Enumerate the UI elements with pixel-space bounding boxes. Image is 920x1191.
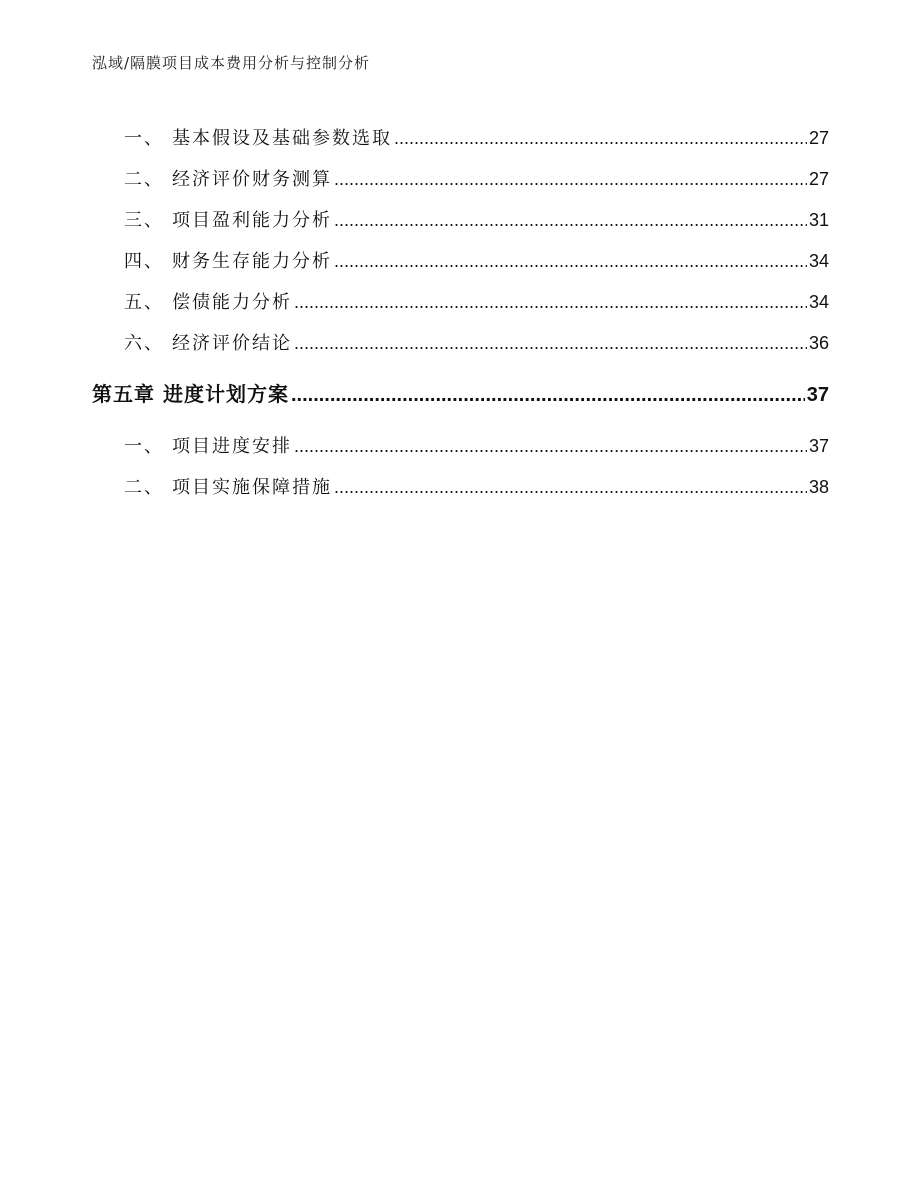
- toc-entry-title: 偿债能力分析: [172, 292, 292, 313]
- toc-leader-dots: [294, 333, 807, 354]
- toc-entry-title: 经济评价财务测算: [172, 169, 332, 190]
- toc-leader-dots: [291, 384, 805, 407]
- toc-leader-dots: [334, 477, 807, 498]
- toc-entry-page: 27: [808, 169, 829, 189]
- toc-leader-dots: [334, 169, 807, 190]
- toc-entry-page: 34: [808, 292, 829, 312]
- toc-entry-financial-calculation[interactable]: [124, 165, 829, 191]
- toc-entry-number: 五、: [124, 292, 164, 313]
- toc-leader-dots: [334, 210, 807, 231]
- toc-entry-number: 一、: [124, 436, 164, 457]
- toc-entry-page: 36: [808, 333, 829, 353]
- toc-entry-profitability[interactable]: [124, 206, 829, 232]
- toc-entry-number: 二、: [124, 477, 164, 498]
- toc-chapter-title: 第五章 进度计划方案: [92, 382, 289, 406]
- toc-entry-schedule[interactable]: [124, 432, 829, 458]
- toc-entry-number: 四、: [124, 251, 164, 272]
- toc-entry-implementation-measures[interactable]: [124, 473, 829, 499]
- toc-entry-evaluation-conclusion[interactable]: [124, 329, 829, 355]
- toc-chapter-page: 37: [806, 384, 829, 406]
- toc-entry-title: 项目实施保障措施: [172, 477, 332, 498]
- toc-leader-dots: [394, 128, 807, 149]
- toc-entry-number: 一、: [124, 128, 164, 149]
- page-header: 泓域/隔膜项目成本费用分析与控制分析: [92, 54, 371, 72]
- toc-entry-page: 27: [808, 128, 829, 148]
- header-divider: [88, 83, 830, 84]
- toc-leader-dots: [334, 251, 807, 272]
- toc-entry-page: 34: [808, 251, 829, 271]
- toc-entry-title: 项目盈利能力分析: [172, 210, 332, 231]
- toc-entry-title: 财务生存能力分析: [172, 251, 332, 272]
- toc-entry-page: 31: [808, 210, 829, 230]
- toc-chapter-5[interactable]: [92, 378, 829, 407]
- toc-entry-page: 38: [808, 477, 829, 497]
- toc-entry-number: 三、: [124, 210, 164, 231]
- toc-entry-page: 37: [808, 436, 829, 456]
- toc-entry-basic-assumptions[interactable]: [124, 124, 829, 150]
- toc-entry-number: 二、: [124, 169, 164, 190]
- toc-leader-dots: [294, 292, 807, 313]
- toc-entry-financial-survival[interactable]: [124, 247, 829, 273]
- toc-leader-dots: [294, 436, 807, 457]
- toc-entry-solvency[interactable]: [124, 288, 829, 314]
- toc-entry-title: 项目进度安排: [172, 436, 292, 457]
- toc-entry-title: 经济评价结论: [172, 333, 292, 354]
- toc-entry-title: 基本假设及基础参数选取: [172, 128, 392, 149]
- toc-entry-number: 六、: [124, 333, 164, 354]
